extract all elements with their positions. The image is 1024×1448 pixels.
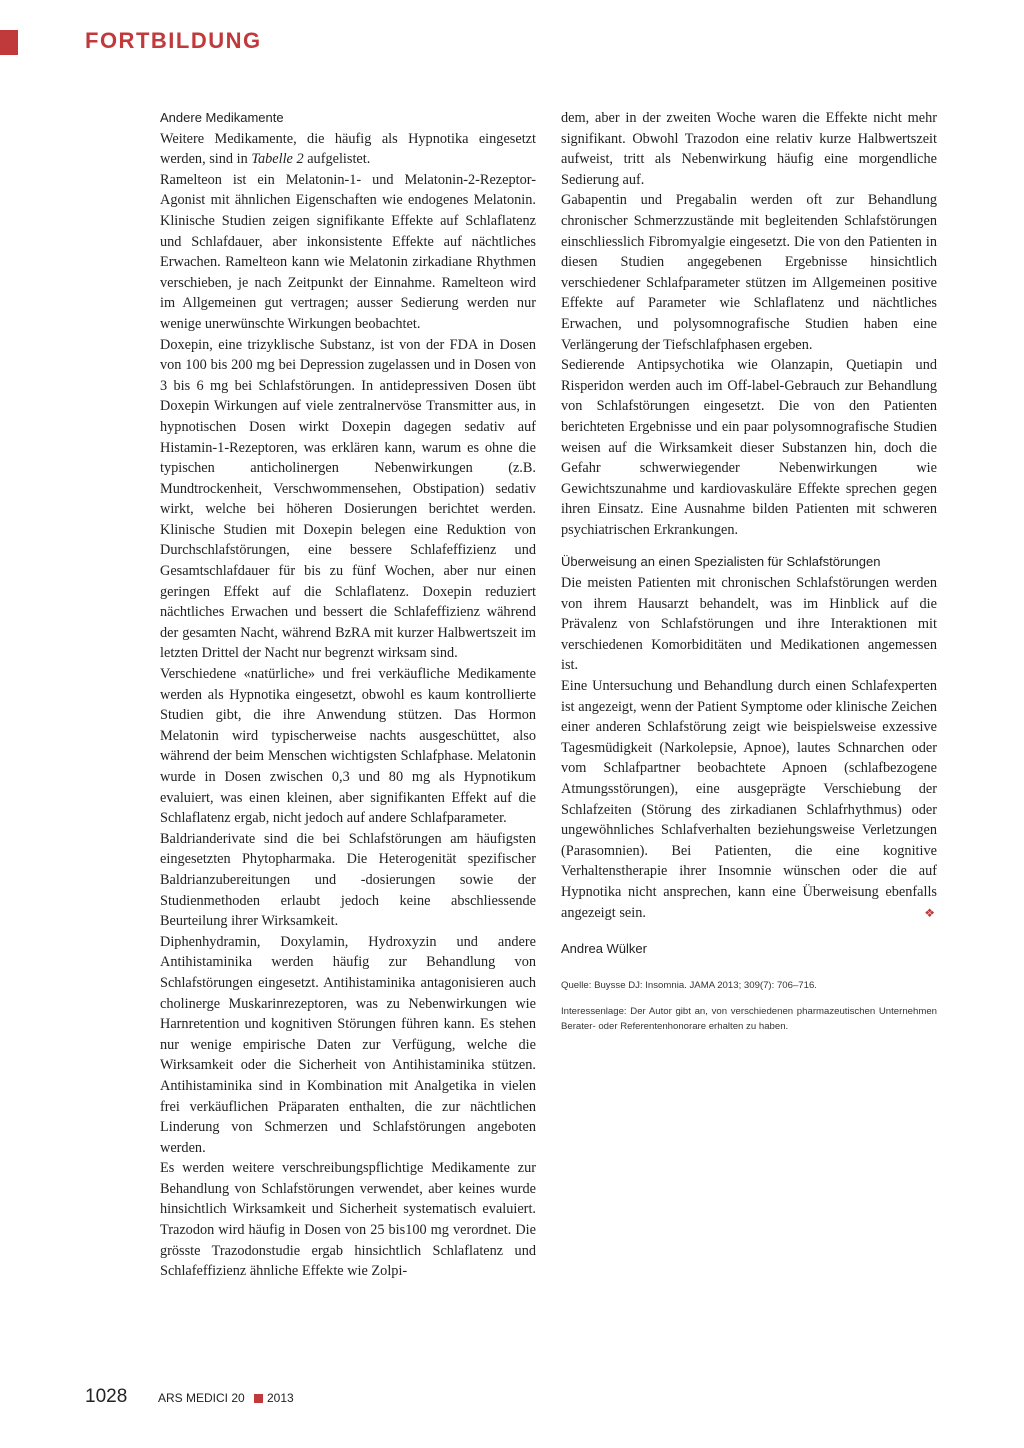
paragraph: Weitere Medikamente, die häufig als Hypnotika eingesetzt werden, sind in Tabelle 2 aufgelistet. [160,130,536,168]
page-footer [85,1386,585,1416]
paragraph: Diphenhydramin, Doxylamin, Hydroxyzin und andere Antihistaminika werden häufig zur Behandlung von Schlafstörungen eingesetzt. Antihistaminika antagonisieren auch cholinerge Muskarinrezeptoren, was zu Nebenwirkungen wie Harnretention und kognitiven Störungen führen kann. Es stehen nur wenige empirische Daten zur Verfügung, welche die Wirksamkeit oder die Sicherheit von Antihistaminika stützen. Antihistaminika sind in Kombination mit Analgetika in vielen frei verkäuflichen Präparaten enthalten, die zur nächtlichen Linderung von Schmerzen und Schlafstörungen angeboten werden. [160,933,536,1156]
interest-note: Interessenlage: Der Autor gibt an, von verschiedenen pharmazeutischen Unternehmen Berater- oder Referentenhonorare erhalten zu haben. [561,1006,937,1033]
journal-name: ARS MEDICI 20 [158,1391,245,1405]
paragraph: Baldrianderivate sind die bei Schlafstörungen am häufigsten eingesetzten Phytopharmaka. Die Heterogenität spezifischer Baldrianzubereitungen und -dosierungen sowie der Studienmethoden erlaubt jedoch keine abschliessende Beurteilung ihrer Wirksamkeit. [160,830,536,930]
paragraph-text: Eine Untersuchung und Behandlung durch einen Schlafexperten ist angezeigt, wenn der Patient Symptome oder klinische Zeichen einer anderen Schlafstörung zeigt wie beispielsweise exzessive Tagesmüdigkeit (Narkolepsie, Apnoe), lautes Schnarchen oder vom Schlafpartner beobachtete Apnoen (schlafbezogene Atmungsstörungen), eine ausgeprägte Verschiebung der Schlafzeiten (Störung des zirkadianen Schlafrhythmus) oder ungewöhnliches Schlafverhalten beziehungsweise Verletzungen (Parasomnien). Bei Patienten, die eine kognitive Verhaltenstherapie ihrer Insomnie wünschen oder die auf Hypnotika nicht ansprechen, kann eine Überweisung ebenfalls angezeigt sein. [561,678,937,921]
page-number: 1028 [85,1386,128,1407]
paragraph: Ramelteon ist ein Melatonin-1- und Melatonin-2-Rezeptor-Agonist mit ähnlichen Eigenschaften wie endogenes Melatonin. Klinische Studien zeigen signifikante Effekte auf Schlaflatenz und Schlafdauer, aber inkonsistente Effekte auf nächtliches Erwachen. Ramelteon kann wie Melatonin zirkadiane Rhythmen verschieben, je nach Zeitpunkt der Einnahme. Ramelteon wird im Allgemeinen gut vertragen; ausser Sedierung werden nur wenige unerwünschte Wirkungen beobachtet. [160,171,536,332]
paragraph: Doxepin, eine trizyklische Substanz, ist von der FDA in Dosen von 100 bis 200 mg bei Depression zugelassen und in Dosen von 3 bis 6 mg bei Schlafstörungen. In antidepressiven Dosen übt Doxepin Wirkungen auf viele zentralnervöse Transmitter aus, in hypnotischen Dosen wirkt Doxepin dagegen sedativ auf Histamin-1-Rezeptoren, was erklären kann, warum es ohne die typischen anticholinergen Nebenwirkungen (z.B. Mundtrockenheit, Verschwommensehen, Obstipation) sedativ wirkt, welche bei höheren Dosierungen berichtet werden. Klinische Studien mit Doxepin belegen eine Reduktion von Durchschlafstörungen, eine bessere Schlafeffizienz und Gesamtschlafdauer für bis zu fünf Wochen, aber nur einen geringen Effekt auf die Schlaflatenz. Doxepin reduziert nächtliches Erwachen und bessert die Schlafeffizienz während der gesamten Nacht, während BzRA mit kurzer Halbwertszeit im letzten Drittel der Nacht nur begrenzt wirksam sind. [160,336,536,662]
end-mark-icon: ❖ [924,905,935,920]
paragraph: Die meisten Patienten mit chronischen Schlafstörungen werden von ihrem Hausarzt behandelt, was im Hinblick auf die Prävalenz von Schlafstörungen und ihre Interaktionen mit verschiedenen Komorbiditäten und Medikationen angemessen ist. [561,575,937,674]
paragraph-final [561,676,937,923]
paragraph: Verschiedene «natürliche» und frei verkäufliche Medikamente werden als Hypnotika eingesetzt, obwohl es kaum kontrollierte Studien gibt, die ihre Anwendung stützen. Das Hormon Melatonin wird typischerweise nachts ausgeschüttet, also während der beim Menschen wichtigsten Schlafphase. Melatonin wurde in Dosen zwischen 0,3 und 80 mg als Hypnotikum evaluiert, was einen kleinen, aber signifikanten Effekt auf die Schlaflatenz ergab, nicht jedoch auf andere Schlafparameter. [160,666,536,827]
subheading-andere-medikamente: Andere Medikamente [160,110,284,125]
source-note: Quelle: Buysse DJ: Insomnia. JAMA 2013; 309(7): 706–716. [561,980,817,992]
left-column [160,108,536,1282]
paragraph: Gabapentin und Pregabalin werden oft zur Behandlung chronischer Schmerzzustände mit begleitenden Schlafstörungen einschliesslich Fibromyalgie eingesetzt. Die von den Patienten in diesen Studien angegebenen Ergebnisse hinsichtlich verschiedener Schlafparameter stützen im Allgemeinen positive Effekte auf Parameter wie Schlaflatenz und nächtliches Erwachen, und polysomnografische Studien haben eine Verlängerung der Tiefschlafphasen ergeben. [561,192,937,353]
author-name: Andrea Wülker [561,941,647,957]
paragraph: dem, aber in der zweiten Woche waren die Effekte nicht mehr signifikant. Obwohl Trazodon eine relativ kurze Halbwertszeit aufweist, tritt als Nebenwirkung häufig eine morgendliche Sedierung auf. [561,110,937,188]
paragraph: Es werden weitere verschreibungspflichtige Medikamente zur Behandlung von Schlafstörungen verwendet, aber keines wurde hinsichtlich Wirksamkeit und Sicherheit systematisch evaluiert. Trazodon wird häufig in Dosen von 25 bis100 mg verordnet. Die grösste Trazodonstudie ergab hinsichtlich Schlaflatenz und Schlafeffizienz ähnliche Effekte wie Zolpi- [160,1160,536,1280]
section-title: FORTBILDUNG [85,28,262,53]
right-column [561,108,937,1034]
paragraph: Sedierende Antipsychotika wie Olanzapin, Quetiapin und Risperidon werden auch im Off-label-Gebrauch zur Behandlung von Schlafstörungen eingesetzt. Die von den Patienten berichteten Ergebnisse und ein paar polysomnografische Studien weisen auf die Wirksamkeit dieser Substanzen hin, doch die Gefahr schwerwiegender Nebenwirkungen wie Gewichtszunahme und kardiovaskuläre Effekte sprechen gegen ihren Einsatz. Eine Ausnahme bilden Patienten mit schweren psychiatrischen Erkrankungen. [561,357,937,538]
subheading-ueberweisung: Überweisung an einen Spezialisten für Schlafstörungen [561,554,881,570]
header-color-bar [0,30,18,55]
journal-year: 2013 [267,1391,294,1405]
footer-square-icon [254,1394,263,1403]
